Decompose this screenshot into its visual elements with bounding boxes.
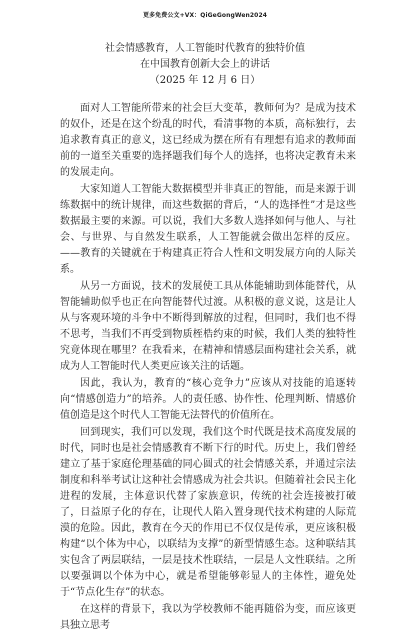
body-paragraph: 回到现实，我们可以发现，我们这个时代既是技术高度发展的时代，同时也是社会情感教育不断下行的时代。历史上，我们曾经建立了基于家庭伦理基础的同心圆式的社会情感关系，并通过宗法制度和科举考试让这种社会情感成为社会共识。但随着社会民主化进程的发展，主体意识代替了家族意识，传统的社会连接被打破了，日益原子化的存在，让现代人陷入置身现代技术构建的人际荒漠的危险。因此，教育在今天的作用已不仅仅是传承，更应该积极构建“以个体为中心，以联结为支撑”的新型情感生态。这种联结其实包含了两层联结，一层是技术性联结，一层是人文性联结。之所以要强调以个体为中心，就是希望能够彰显人的主体性，避免处于“节点化生存”的状态。 [60, 427, 356, 598]
body-paragraph: 大家知道人工智能大数据模型并非真正的智能，而是来源于训练数据中的统计规律，而这些数据的背后，“人的选择性”才是这些数据最主要的来源。可以说，我们大多数人选择如何与他人、与社会、与世界、与自然发生联系，人工智能就会做出怎样的反应。——教育的关键就在于构建真正符合人性和文明发展方向的人际关系。 [60, 184, 356, 275]
body-paragraph: 面对人工智能所带来的社会巨大变革，教师何为？是成为技术的奴仆，还是在这个纷乱的时代，看清事物的本质，高标独行，去追求教育真正的意义，这已经成为摆在所有有理想有追求的教师面前的一道至关重要的选择题我们每个人的选择，也将决定教育未来的发展走向。 [60, 103, 356, 178]
document-title: 社会情感教育，人工智能时代教育的独特价值 [105, 43, 305, 54]
document-body [60, 101, 356, 635]
document-date: （2025 年 12 月 6 日） [149, 75, 261, 86]
title-block [0, 41, 410, 89]
document-subtitle: 在中国教育创新大会上的讲话 [140, 59, 270, 70]
header-note: 更多免费公文+VX：QiGeGongWen2024 [142, 12, 267, 19]
body-paragraph: 因此，我认为，教育的“核心竞争力”应该从对技能的追逐转向“情感创造力”的培养。人的责任感、协作性、伦理判断、情感价值创造是这个时代人工智能无法替代的价值所在。 [60, 378, 356, 421]
body-paragraph: 在这样的背景下，我以为学校教师不能再随俗为变，而应该更具独立思考 [60, 604, 356, 631]
body-paragraph: 从另一方面说，技术的发展使工具从体能辅助到体能替代，从智能辅助似乎也正在向智能替代过渡。从积极的意义说，这是让人从与客观环境的斗争中不断得到解放的过程，但同时，我们也不得不思考，当我们不再受到物质桎梏约束的时候，我们人类的独特性究竟体现在哪里？在我看来，在精神和情感层面构建社会关系，就成为人工智能时代人类更应该关注的话题。 [60, 281, 356, 372]
